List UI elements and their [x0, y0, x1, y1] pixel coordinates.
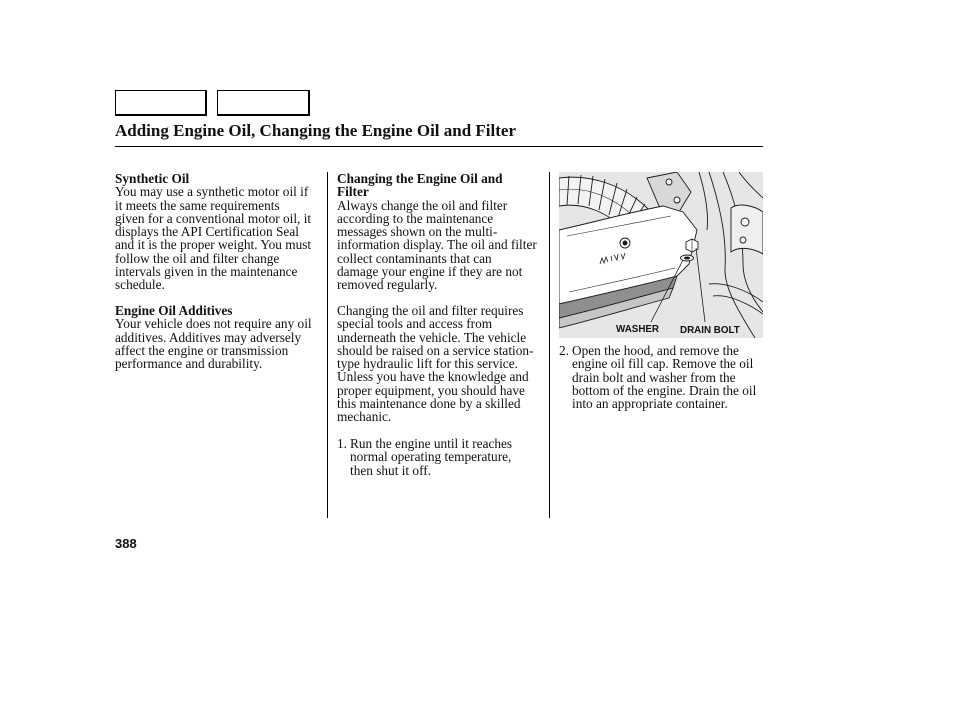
- text-line: You may use a synthetic motor oil if: [115, 184, 309, 200]
- washer-label: WASHER: [616, 324, 659, 335]
- page-number: 388: [115, 536, 137, 551]
- subframe-plate: [731, 205, 763, 254]
- text-line: this maintenance done by a skilled: [337, 395, 521, 411]
- text-line: collect contaminants that can: [337, 250, 492, 266]
- text-line: performance and durability.: [115, 356, 263, 371]
- text-line: intervals given in the maintenance: [115, 263, 298, 279]
- text-line: additives. Additives may adversely: [115, 329, 302, 345]
- heading-line: Filter: [337, 184, 369, 200]
- text-line: schedule.: [115, 277, 165, 292]
- engine-underside-drawing: [559, 172, 763, 338]
- subframe-hole: [741, 218, 749, 226]
- text-line: removed regularly.: [337, 277, 438, 292]
- text-line: it meets the same requirements: [115, 197, 280, 213]
- page-section-title: Adding Engine Oil, Changing the Engine Oil and Filter: [115, 121, 517, 140]
- bracket-bolt: [666, 179, 672, 185]
- text-line: then shut it off.: [350, 462, 432, 478]
- subframe-hole: [740, 237, 746, 243]
- paragraph: [115, 185, 320, 291]
- column-divider: [327, 172, 328, 518]
- nav-tab-button-2[interactable]: [217, 90, 310, 116]
- heading-line: Changing the Engine Oil and: [337, 171, 503, 186]
- text-line: affect the engine or transmission: [115, 342, 289, 358]
- text-line: special tools and access from: [337, 316, 493, 332]
- fill-plug-center: [623, 241, 627, 245]
- paragraph: [337, 199, 542, 292]
- text-line: Run the engine until it reaches: [350, 436, 513, 451]
- engine-oil-additives-section: [115, 304, 320, 370]
- section-heading: Engine Oil Additives: [115, 303, 233, 318]
- text-line: information display. The oil and filter: [337, 237, 537, 253]
- text-line: messages shown on the multi-: [337, 224, 498, 239]
- drain-bolt-illustration: [559, 172, 763, 338]
- text-line: given for a conventional motor oil, it: [115, 210, 312, 226]
- section-heading: Synthetic Oil: [115, 171, 190, 186]
- text-line: into an appropriate container.: [572, 396, 728, 411]
- text-line: bottom of the engine. Drain the oil: [572, 382, 757, 398]
- text-line: proper equipment, you should have: [337, 382, 525, 398]
- changing-oil-filter-section: [337, 172, 542, 291]
- text-line: engine oil fill cap. Remove the oil: [572, 356, 754, 372]
- text-line: according to the maintenance: [337, 210, 494, 226]
- text-line: damage your engine if they are not: [337, 263, 523, 279]
- synthetic-oil-section: [115, 172, 320, 291]
- step-text: [572, 344, 764, 410]
- text-line: Unless you have the knowledge and: [337, 369, 529, 385]
- text-line: displays the API Certification Seal: [115, 224, 299, 239]
- text-line: mechanic.: [337, 409, 392, 424]
- bracket-bolt: [674, 197, 680, 203]
- step-2: [559, 344, 764, 410]
- column-divider: [549, 172, 550, 518]
- paragraph: [337, 304, 542, 423]
- step-number: 1.: [337, 436, 347, 451]
- text-line: Changing the oil and filter requires: [337, 303, 524, 318]
- text-line: drain bolt and washer from the: [572, 369, 736, 385]
- nav-tab-button-1[interactable]: [115, 90, 207, 116]
- text-line: Open the hood, and remove the: [572, 343, 739, 358]
- title-divider: [115, 146, 763, 147]
- text-line: Your vehicle does not require any oil: [115, 316, 312, 332]
- text-line: and it is the proper weight. You must: [115, 237, 312, 253]
- text-line: follow the oil and filter change: [115, 250, 280, 266]
- paragraph: [115, 317, 320, 370]
- text-line: type hydraulic lift for this service.: [337, 356, 518, 371]
- service-requirements-section: [337, 304, 542, 423]
- washer-hole: [685, 257, 690, 259]
- step-text: [350, 437, 542, 477]
- text-line: Always change the oil and filter: [337, 197, 508, 213]
- drain-bolt-label: DRAIN BOLT: [680, 325, 740, 336]
- text-line: normal operating temperature,: [350, 449, 512, 465]
- step-1: [337, 437, 542, 477]
- section-heading: [337, 172, 542, 199]
- step-number: 2.: [559, 343, 569, 358]
- text-line: underneath the vehicle. The vehicle: [337, 329, 527, 345]
- text-line: should be raised on a service station-: [337, 342, 534, 358]
